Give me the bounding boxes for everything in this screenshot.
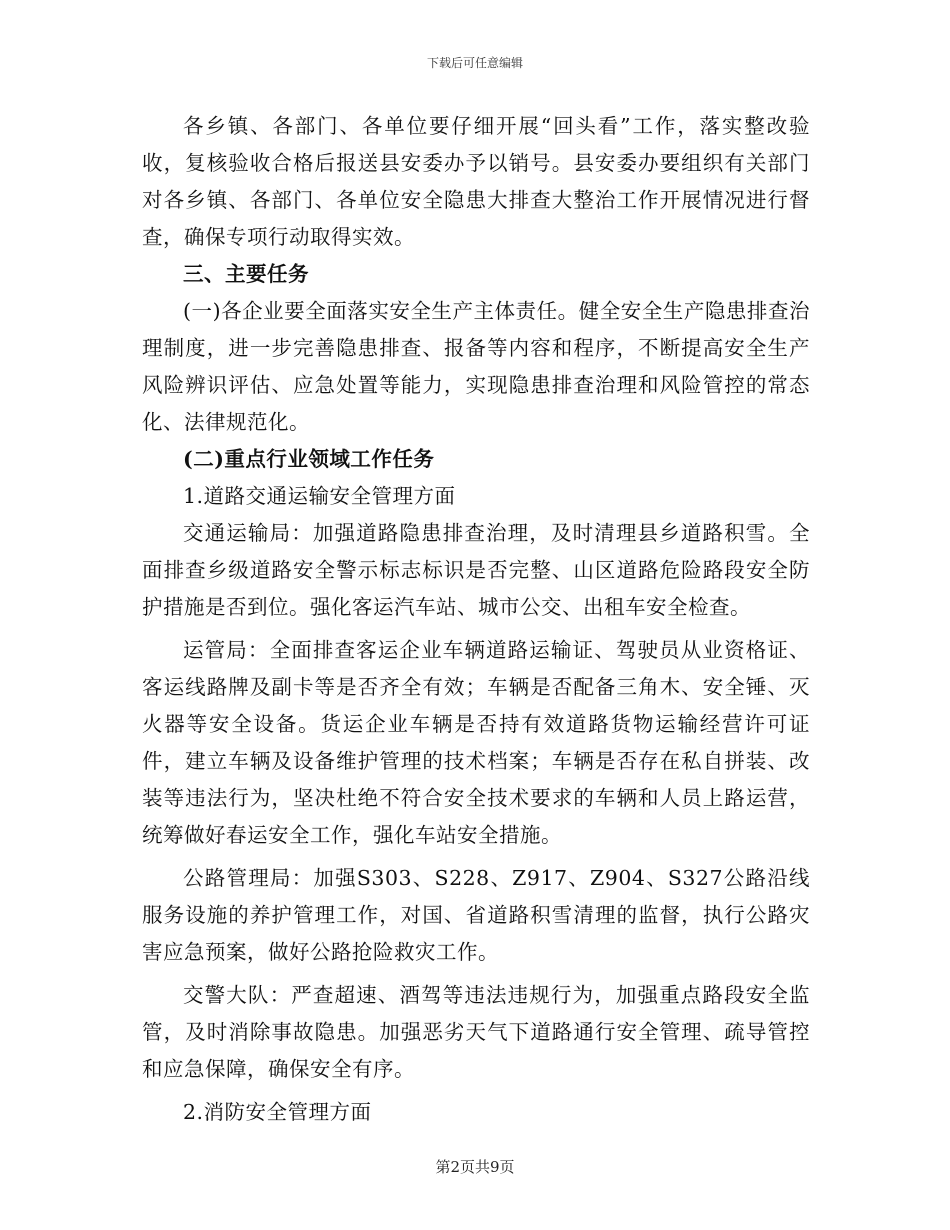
paragraph-transport-bureau: 交通运输局：加强道路隐患排查治理，及时清理县乡道路积雪。全面排查乡级道路安全警示标志标识是否完整、山区道路危险路段安全防护措施是否到位。强化客运汽车站、城市公交、出租车安全检查。 [142,521,810,619]
page-header-note: 下载后可任意编辑 [426,56,523,70]
heading-main-tasks: 三、主要任务 [183,262,309,286]
heading-key-sectors: (二)重点行业领域工作任务 [183,447,435,471]
document-body [142,108,810,1131]
subheading-road-traffic: 1.道路交通运输安全管理方面 [183,484,456,508]
subheading-fire-safety: 2.消防安全管理方面 [183,1100,372,1124]
paragraph-highway-bureau: 公路管理局：加强S303、S228、Z917、Z904、S327公路沿线服务设施的养护管理工作，对国、省道路积雪清理的监督，执行公路灾害应急预案，做好公路抢险救灾工作。 [142,866,810,964]
page-number: 第2页共9页 [435,1158,515,1176]
paragraph-transport-management-bureau: 运管局：全面排查客运企业车辆道路运输证、驾驶员从业资格证、客运线路牌及副卡等是否齐全有效；车辆是否配备三角木、安全锤、灭火器等安全设备。货运企业车辆是否持有效道路货物运输经营许可证件，建立车辆及设备维护管理的技术档案；车辆是否存在私自拼装、改装等违法行为，坚决杜绝不符合安全技术要求的车辆和人员上路运营，统筹做好春运安全工作，强化车站安全措施。 [142,638,810,847]
paragraph-traffic-police: 交警大队：严查超速、酒驾等违法违规行为，加强重点路段安全监管，及时消除事故隐患。加强恶劣天气下道路通行安全管理、疏导管控和应急保障，确保安全有序。 [142,983,810,1081]
paragraph-enterprise-responsibility: (一)各企业要全面落实安全生产主体责任。健全安全生产隐患排查治理制度，进一步完善隐患排查、报备等内容和程序，不断提高安全生产风险辨识评估、应急处置等能力，实现隐患排查治理和风险管控的常态化、法律规范化。 [142,299,810,434]
paragraph-review-followup: 各乡镇、各部门、各单位要仔细开展“回头看”工作，落实整改验收，复核验收合格后报送县安委办予以销号。县安委办要组织有关部门对各乡镇、各部门、各单位安全隐患大排查大整治工作开展情况进行督查，确保专项行动取得实效。 [142,114,810,249]
